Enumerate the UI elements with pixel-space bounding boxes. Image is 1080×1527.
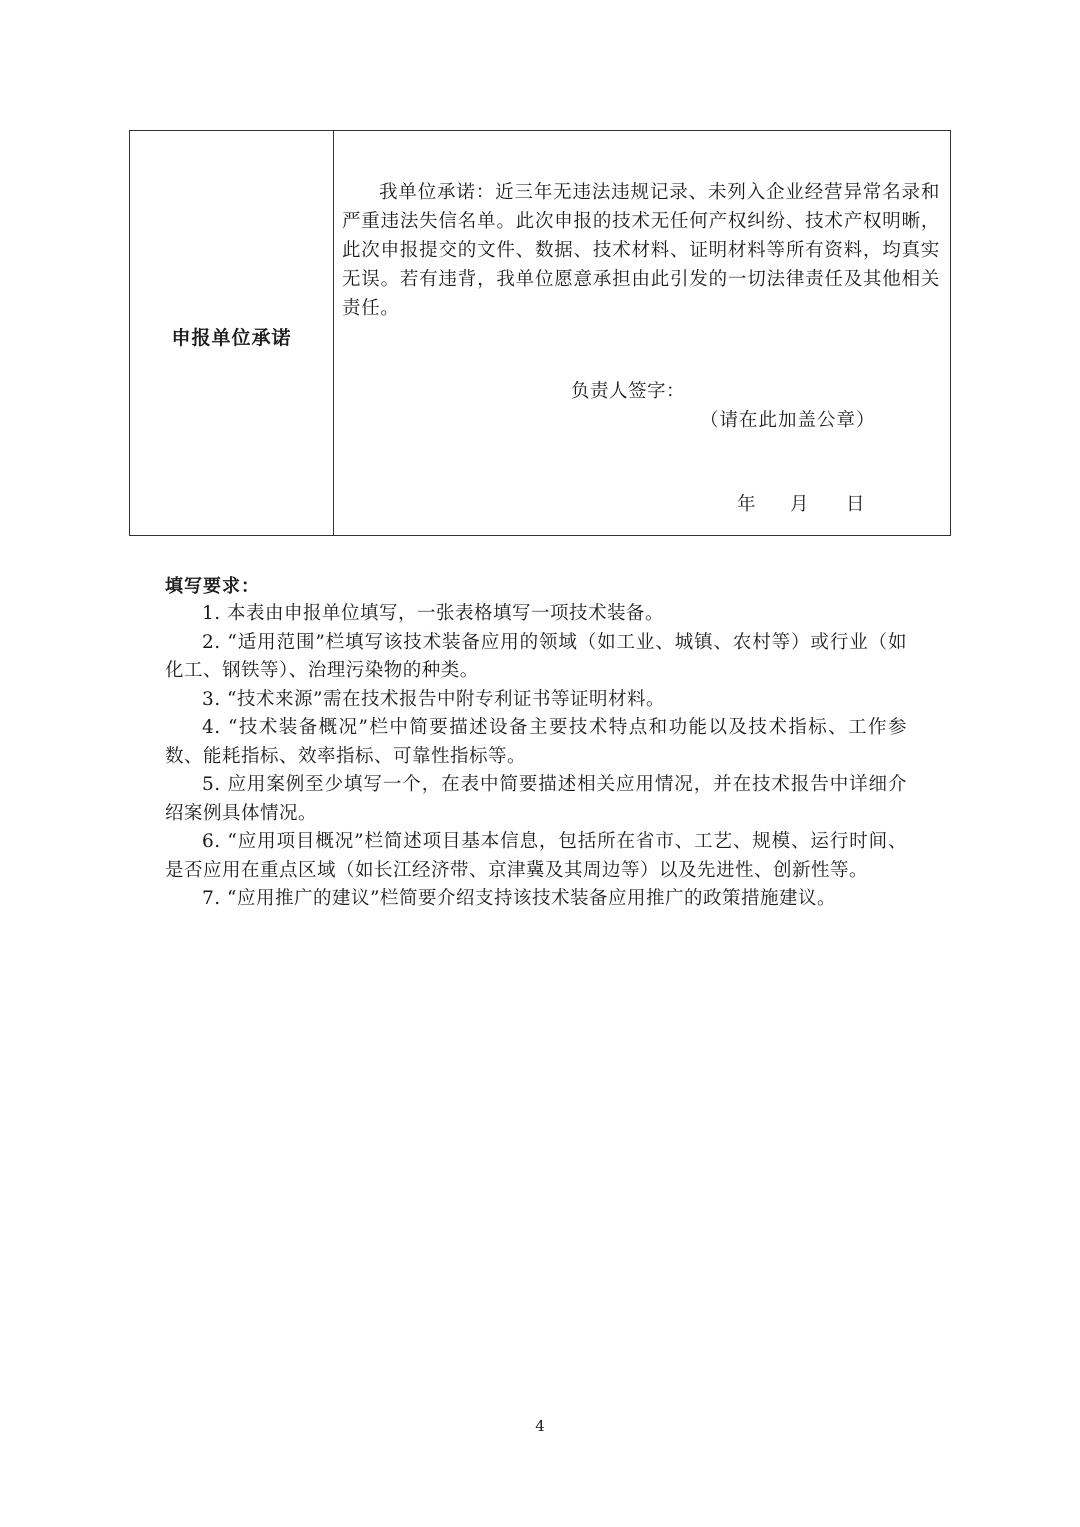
requirement-item: 2. “适用范围”栏填写该技术装备应用的领域（如工业、城镇、农村等）或行业（如化工、钢铁等）、治理污染物的种类。 [165,631,907,681]
requirement-item: 4. “技术装备概况”栏中简要描述设备主要技术特点和功能以及技术指标、工作参数、能耗指标、效率指标、可靠性指标等。 [165,717,907,767]
requirement-item: 5. 应用案例至少填写一个，在表中简要描述相关应用情况，并在技术报告中详细介绍案例具体情况。 [165,774,907,824]
date-day-label: 日 [846,494,865,515]
pledge-table [129,130,951,536]
requirement-item: 6. “应用项目概况”栏简述项目基本信息，包括所在省市、工艺、规模、运行时间、是否应用在重点区域（如长江经济带、京津冀及其周边等）以及先进性、创新性等。 [165,831,907,881]
signature-label: 负责人签字： [571,381,686,402]
pledge-body-text: 我单位承诺：近三年无违法违规记录、未列入企业经营异常名录和严重违法失信名单。此次申报的技术无任何产权纠纷、技术产权明晰，此次申报提交的文件、数据、技术材料、证明材料等所有资料，均真实无误。若有违背，我单位愿意承担由此引发的一切法律责任及其他相关责任。 [342,182,940,319]
pledge-content-cell [334,131,950,535]
requirement-item: 1. 本表由申报单位填写，一张表格填写一项技术装备。 [202,603,665,624]
page-number: 4 [535,1417,545,1435]
stamp-note: （请在此加盖公章） [700,410,876,431]
date-month-label: 月 [790,494,809,515]
pledge-label-cell [130,131,334,535]
requirement-item: 7. “应用推广的建议”栏简要介绍支持该技术装备应用推广的政策措施建议。 [202,888,836,909]
requirements-list [165,600,907,914]
requirement-item: 3. “技术来源”需在技术报告中附专利证书等证明材料。 [202,688,665,710]
date-year-label: 年 [737,494,756,515]
requirements-title: 填写要求： [165,576,260,597]
pledge-label: 申报单位承诺 [171,326,292,349]
